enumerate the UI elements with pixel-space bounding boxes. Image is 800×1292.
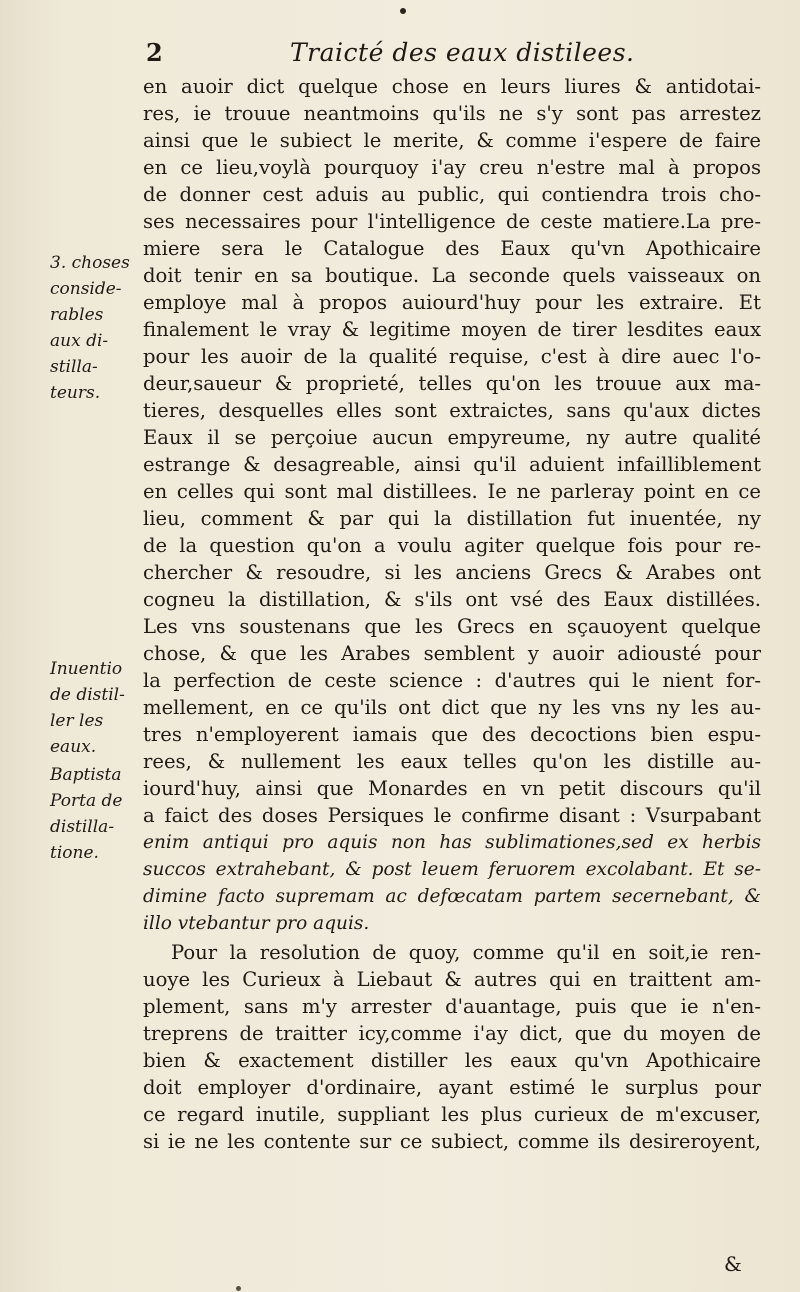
text-line: en auoir dict quelque chose en leurs liures & antidotai- — [143, 75, 761, 98]
text-line: estrange & desagreable, ainsi qu'il aduient infailliblement — [143, 453, 761, 476]
ink-blot — [236, 1286, 241, 1291]
text-line: pour les auoir de la qualité requise, c'est à dire auec l'o- — [143, 345, 761, 368]
page-number: 2 — [146, 38, 163, 67]
running-title: Traicté des eaux distilees. — [290, 38, 635, 67]
text-line: de donner cest aduis au public, qui contiendra trois cho- — [143, 183, 761, 206]
text-line: uoye les Curieux à Liebaut & autres qui en traittent am- — [143, 968, 761, 991]
text-line: si ie ne les contente sur ce subiect, comme ils desireroyent, — [143, 1130, 761, 1153]
text-line: treprens de traitter icy,comme i'ay dict, que du moyen de — [143, 1022, 761, 1045]
text-line: deur,saueur & proprieté, telles qu'on les trouue aux ma- — [143, 372, 761, 395]
latin-line: dimine facto supremam ac defœcatam partem secernebant, & — [143, 886, 761, 907]
text-line: doit employer d'ordinaire, ayant estimé le surplus pour — [143, 1076, 761, 1099]
margin-note: Inuentio de distil- ler les eaux. — [50, 659, 125, 757]
text-line: lieu, comment & par qui la distillation fut inuentée, ny — [143, 507, 761, 530]
ink-dot — [400, 8, 406, 14]
margin-note: 3. choses conside- rables aux di- stilla- teurs. — [50, 253, 130, 403]
latin-line: succos extrahebant, & post leuem feruorem excolabant. Et se- — [143, 859, 761, 880]
text-line: en ce lieu,voylà pourquoy i'ay creu n'estre mal à propos — [143, 156, 761, 179]
text-line: ainsi que le subiect le merite, & comme i'espere de faire — [143, 129, 761, 152]
text-line: rees, & nullement les eaux telles qu'on les distille au- — [143, 750, 761, 773]
text-line: tieres, desquelles elles sont extraictes, sans qu'aux dictes — [143, 399, 761, 422]
text-line: de la question qu'on a voulu agiter quelque fois pour re- — [143, 534, 761, 557]
page-header — [0, 38, 800, 74]
text-line: doit tenir en sa boutique. La seconde quels vaisseaux on — [143, 264, 761, 287]
text-line: mellement, en ce qu'ils ont dict que ny les vns ny les au- — [143, 696, 761, 719]
text-line: Les vns soustenans que les Grecs en sçauoyent quelque — [143, 615, 761, 638]
text-line: en celles qui sont mal distillees. Ie ne parleray point en ce — [143, 480, 761, 503]
text-line: employe mal à propos auiourd'huy pour les extraire. Et — [143, 291, 761, 314]
text-line: iourd'huy, ainsi que Monardes en vn petit discours qu'il — [143, 777, 761, 800]
text-line: tres n'employerent iamais que des decoctions bien espu- — [143, 723, 761, 746]
text-line: la perfection de ceste science : d'autres qui le nient for- — [143, 669, 761, 692]
text-line: cogneu la distillation, & s'ils ont vsé des Eaux distillées. — [143, 588, 761, 611]
text-line: finalement le vray & legitime moyen de tirer lesdites eaux — [143, 318, 761, 341]
latin-line: illo vtebantur pro aquis. — [143, 913, 370, 934]
catchword: & — [724, 1252, 742, 1276]
margin-note: Baptista Porta de distilla- tione. — [50, 765, 123, 863]
text-line: res, ie trouue neantmoins qu'ils ne s'y sont pas arrestez — [143, 102, 761, 125]
text-line: bien & exactement distiller les eaux qu'vn Apothicaire — [143, 1049, 761, 1072]
text-line: a faict des doses Persiques le confirme disant : Vsurpabant — [143, 804, 761, 827]
text-line: plement, sans m'y arrester d'auantage, puis que ie n'en- — [143, 995, 761, 1018]
text-line: Eaux il se perçoiue aucun empyreume, ny autre qualité — [143, 426, 761, 449]
text-line: ce regard inutile, suppliant les plus curieux de m'excuser, — [143, 1103, 761, 1126]
latin-line: enim antiqui pro aquis non has sublimationes,sed ex herbis — [143, 832, 761, 853]
text-line: miere sera le Catalogue des Eaux qu'vn Apothicaire — [143, 237, 761, 260]
text-line: chercher & resoudre, si les anciens Grecs & Arabes ont — [143, 561, 761, 584]
text-line: Pour la resolution de quoy, comme qu'il en soit,ie ren- — [171, 941, 761, 964]
text-line: ses necessaires pour l'intelligence de ceste matiere.La pre- — [143, 210, 761, 233]
text-line: chose, & que les Arabes semblent y auoir adiousté pour — [143, 642, 761, 665]
